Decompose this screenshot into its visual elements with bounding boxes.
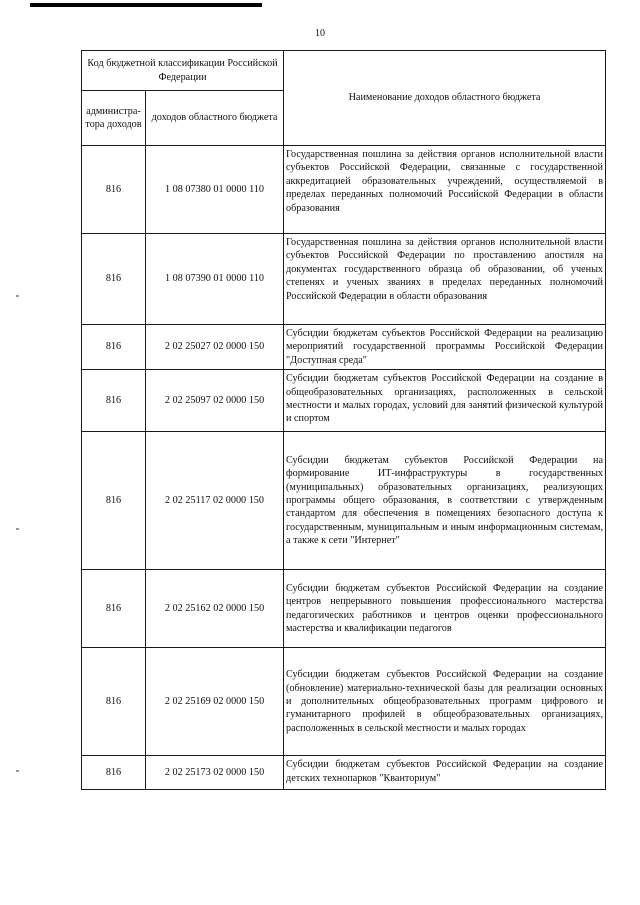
table-row	[82, 234, 606, 325]
header-regional-revenue: доходов областного бюджета	[146, 91, 284, 146]
header-budget-classification-code: Код бюджетной классификации Российской Федерации	[82, 51, 284, 91]
revenue-name: Субсидии бюджетам субъектов Российской Федерации на создание (обновление) материально-технической базы для реализации основных и дополнительных общеобразовательных программ цифрового и гуманитарного профилей в общеобразовательных организациях, расположенных в сельской местности и малых городах	[284, 648, 606, 756]
revenue-code: 1 08 07380 01 0000 110	[146, 146, 284, 234]
revenue-name: Субсидии бюджетам субъектов Российской Федерации на формирование ИТ-инфраструктуры в государственных (муниципальных) образовательных организациях, реализующих программы общего образования, в соответствии с утвержденным стандартом для обеспечения в помещениях безопасного доступа к государственным, муниципальным и иным информационным системам, а также к сети "Интернет"	[284, 432, 606, 570]
table-row	[82, 648, 606, 756]
revenue-name: Субсидии бюджетам субъектов Российской Федерации на реализацию мероприятий государственной программы Российской Федерации "Доступная среда"	[284, 325, 606, 370]
revenue-code: 2 02 25162 02 0000 150	[146, 570, 284, 648]
top-scan-rule	[30, 3, 262, 7]
revenue-code: 2 02 25097 02 0000 150	[146, 370, 284, 432]
table-row	[82, 756, 606, 790]
table-row	[82, 570, 606, 648]
administrator-code: 816	[82, 146, 146, 234]
revenue-name: Субсидии бюджетам субъектов Российской Федерации на создание центров непрерывного повышения профессионального мастерства педагогических работников и центров оценки профессионального мастерства и квалификации педагогов	[284, 570, 606, 648]
revenue-code: 2 02 25169 02 0000 150	[146, 648, 284, 756]
table-row	[82, 325, 606, 370]
scan-artifact	[16, 295, 19, 297]
scan-artifact	[16, 528, 19, 530]
revenue-name: Государственная пошлина за действия органов исполнительной власти субъектов Российской Федерации, связанные с государственной аккредитацией образовательных учреждений, осуществляемой в пределах переданных полномочий Российской Федерации в области образования	[284, 146, 606, 234]
administrator-code: 816	[82, 756, 146, 790]
header-administrator: администра-тора доходов	[82, 91, 146, 146]
administrator-code: 816	[82, 234, 146, 325]
header-revenue-name: Наименование доходов областного бюджета	[284, 51, 606, 146]
page-number: 10	[315, 28, 325, 39]
revenue-name: Субсидии бюджетам субъектов Российской Федерации на создание в общеобразовательных организациях, расположенных в сельской местности и малых городах, условий для занятий физической культурой и спортом	[284, 370, 606, 432]
table-row	[82, 146, 606, 234]
revenue-code: 2 02 25117 02 0000 150	[146, 432, 284, 570]
administrator-code: 816	[82, 325, 146, 370]
revenue-code: 1 08 07390 01 0000 110	[146, 234, 284, 325]
administrator-code: 816	[82, 370, 146, 432]
table-header-row	[82, 51, 606, 91]
scan-artifact	[16, 770, 19, 772]
revenue-name: Государственная пошлина за действия органов исполнительной власти субъектов Российской Федерации по проставлению апостиля на документах государственного образца об образовании, об ученых степенях и ученых званиях в пределах переданных полномочий Российской Федерации в области образования	[284, 234, 606, 325]
table-row	[82, 432, 606, 570]
administrator-code: 816	[82, 432, 146, 570]
budget-revenue-table	[81, 50, 606, 790]
administrator-code: 816	[82, 570, 146, 648]
table-row	[82, 370, 606, 432]
administrator-code: 816	[82, 648, 146, 756]
revenue-name: Субсидии бюджетам субъектов Российской Федерации на создание детских технопарков "Кванториум"	[284, 756, 606, 790]
revenue-code: 2 02 25027 02 0000 150	[146, 325, 284, 370]
revenue-code: 2 02 25173 02 0000 150	[146, 756, 284, 790]
